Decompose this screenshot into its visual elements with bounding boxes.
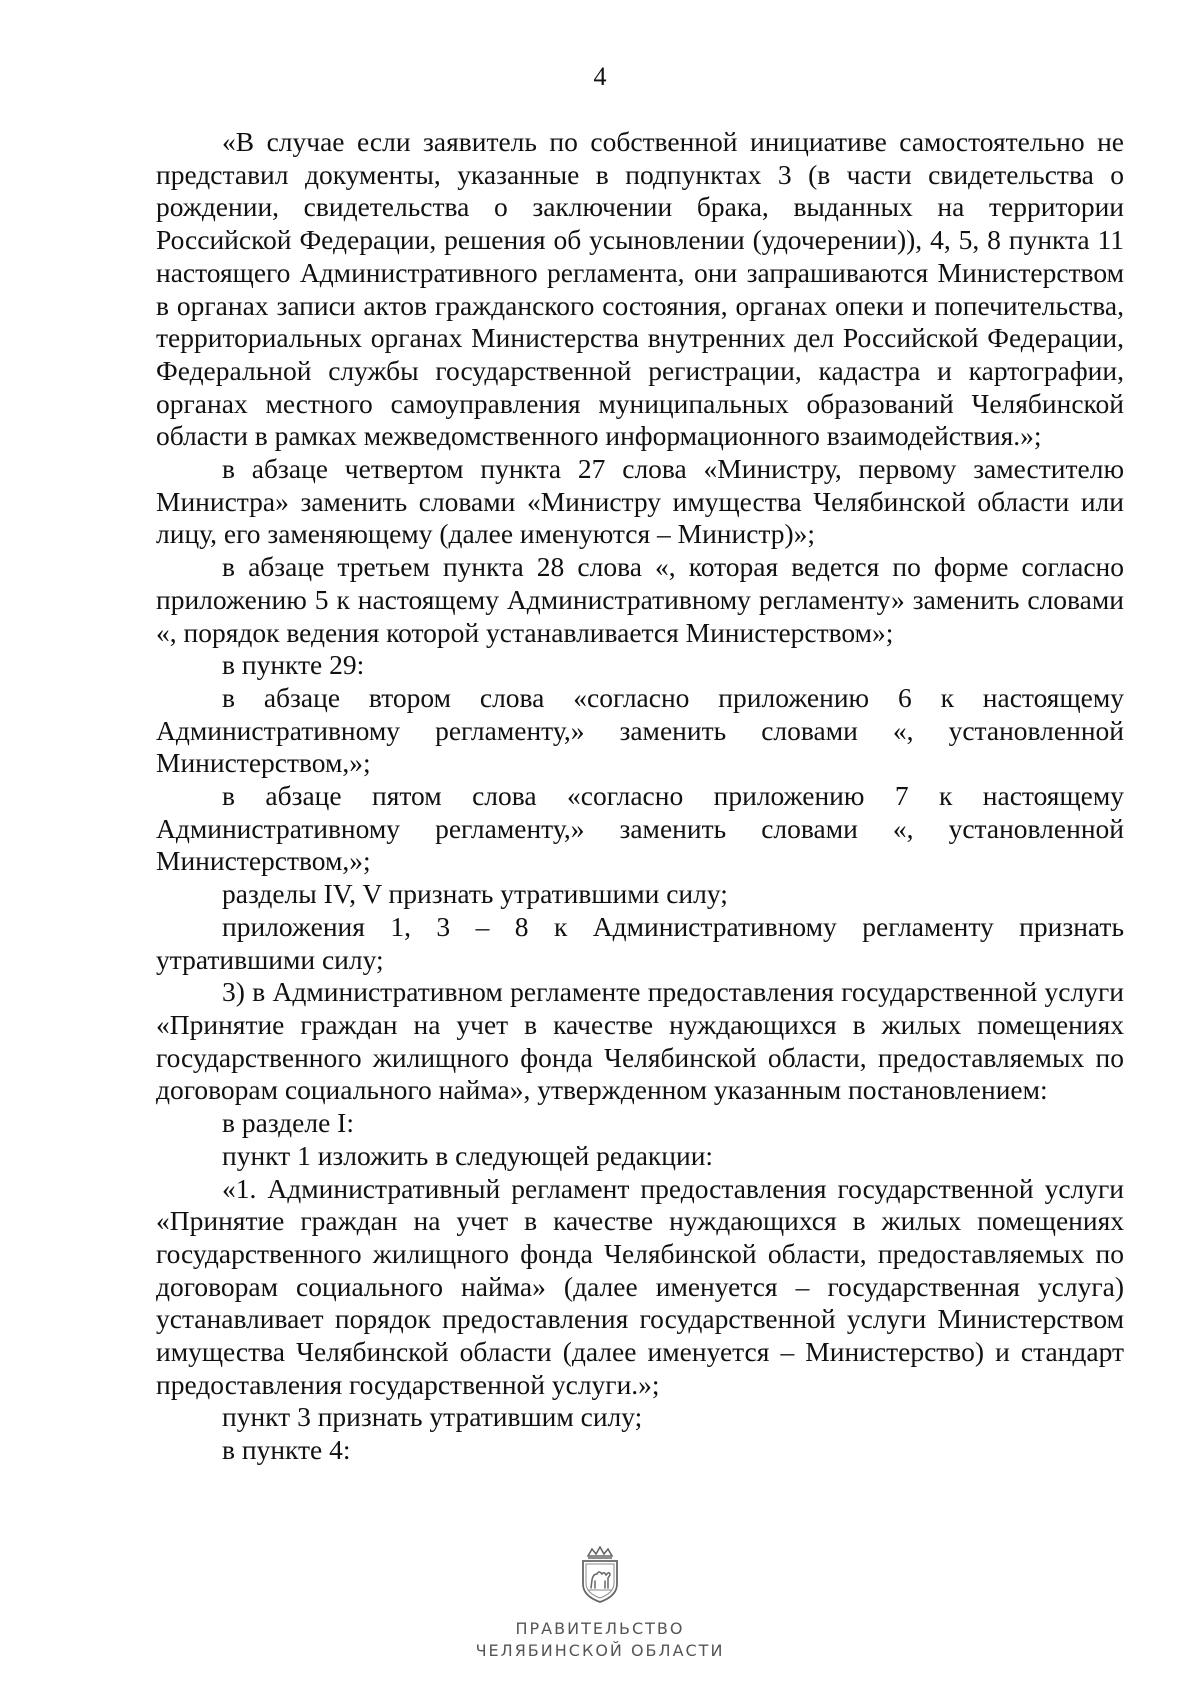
- paragraph: в абзаце втором слова «согласно приложению 6 к настоящему Административному регламенту,» заменить словами «, установленной Министерством,»;: [156, 681, 1124, 779]
- paragraph: 3) в Административном регламенте предоставления государственной услуги «Принятие граждан на учет в качестве нуждающихся в жилых помещениях государственного жилищного фонда Челябинской области, предоставляемых по договорам социального найма», утвержденном указанным постановлением:: [156, 976, 1124, 1106]
- emblem-line-region: ЧЕЛЯБИНСКОЙ ОБЛАСТИ: [475, 1641, 725, 1660]
- paragraph: пункт 1 изложить в следующей редакции:: [222, 1139, 714, 1171]
- paragraph: в пункте 29:: [222, 649, 365, 681]
- paragraph: в разделе I:: [222, 1107, 354, 1139]
- coat-of-arms-icon: [577, 1546, 623, 1604]
- paragraph: «В случае если заявитель по собственной инициативе самостоятельно не представил документы, указанные в подпунктах 3 (в части свидетельства о рождении, свидетельства о заключении брака, выданных на территории Российской Федерации, решения об усыновлении (удочерении)), 4, 5, 8 пункта 11 настоящего Административного регламента, они запрашиваются Министерством в органах записи актов гражданского состояния, органах опеки и попечительства, территориальных органах Министерства внутренних дел Российской Федерации, Федеральной службы государственной регистрации, кадастра и картографии, органах местного самоуправления муниципальных образований Челябинской области в рамках межведомственного информационного взаимодействия.»;: [156, 126, 1124, 452]
- emblem-line-government: ПРАВИТЕЛЬСТВО: [515, 1619, 685, 1638]
- paragraph: в пункте 4:: [222, 1434, 351, 1466]
- paragraph: в абзаце четвертом пункта 27 слова «Министру, первому заместителю Министра» заменить словами «Министру имущества Челябинской области или лицу, его заменяющему (далее именуются – Министр)»;: [156, 453, 1124, 550]
- paragraph: в абзаце пятом слова «согласно приложению 7 к настоящему Административному регламенту,» заменить словами «, установленной Министерством,»;: [156, 780, 1124, 877]
- government-emblem: [0, 1546, 1200, 1662]
- document-body: [156, 126, 1124, 1467]
- emblem-caption: [0, 1618, 1200, 1662]
- paragraph: пункт 3 признать утратившим силу;: [222, 1401, 643, 1433]
- paragraph: «1. Административный регламент предоставления государственной услуги «Принятие граждан на учет в качестве нуждающихся в жилых помещениях государственного жилищного фонда Челябинской области, предоставляемых по договорам социального найма» (далее именуется – государственная услуга) устанавливает порядок предоставления государственной услуги Министерством имущества Челябинской области (далее именуется – Министерство) и стандарт предоставления государственной услуги.»;: [156, 1172, 1124, 1400]
- paragraph: разделы IV, V признать утратившими силу;: [222, 878, 728, 910]
- paragraph: приложения 1, 3 – 8 к Административному регламенту признать утратившими силу;: [156, 910, 1124, 975]
- paragraph: в абзаце третьем пункта 28 слова «, которая ведется по форме согласно приложению 5 к настоящему Административному регламенту» заменить словами «, порядок ведения которой устанавливается Министерством»;: [156, 551, 1124, 648]
- page-number: 4: [593, 62, 607, 91]
